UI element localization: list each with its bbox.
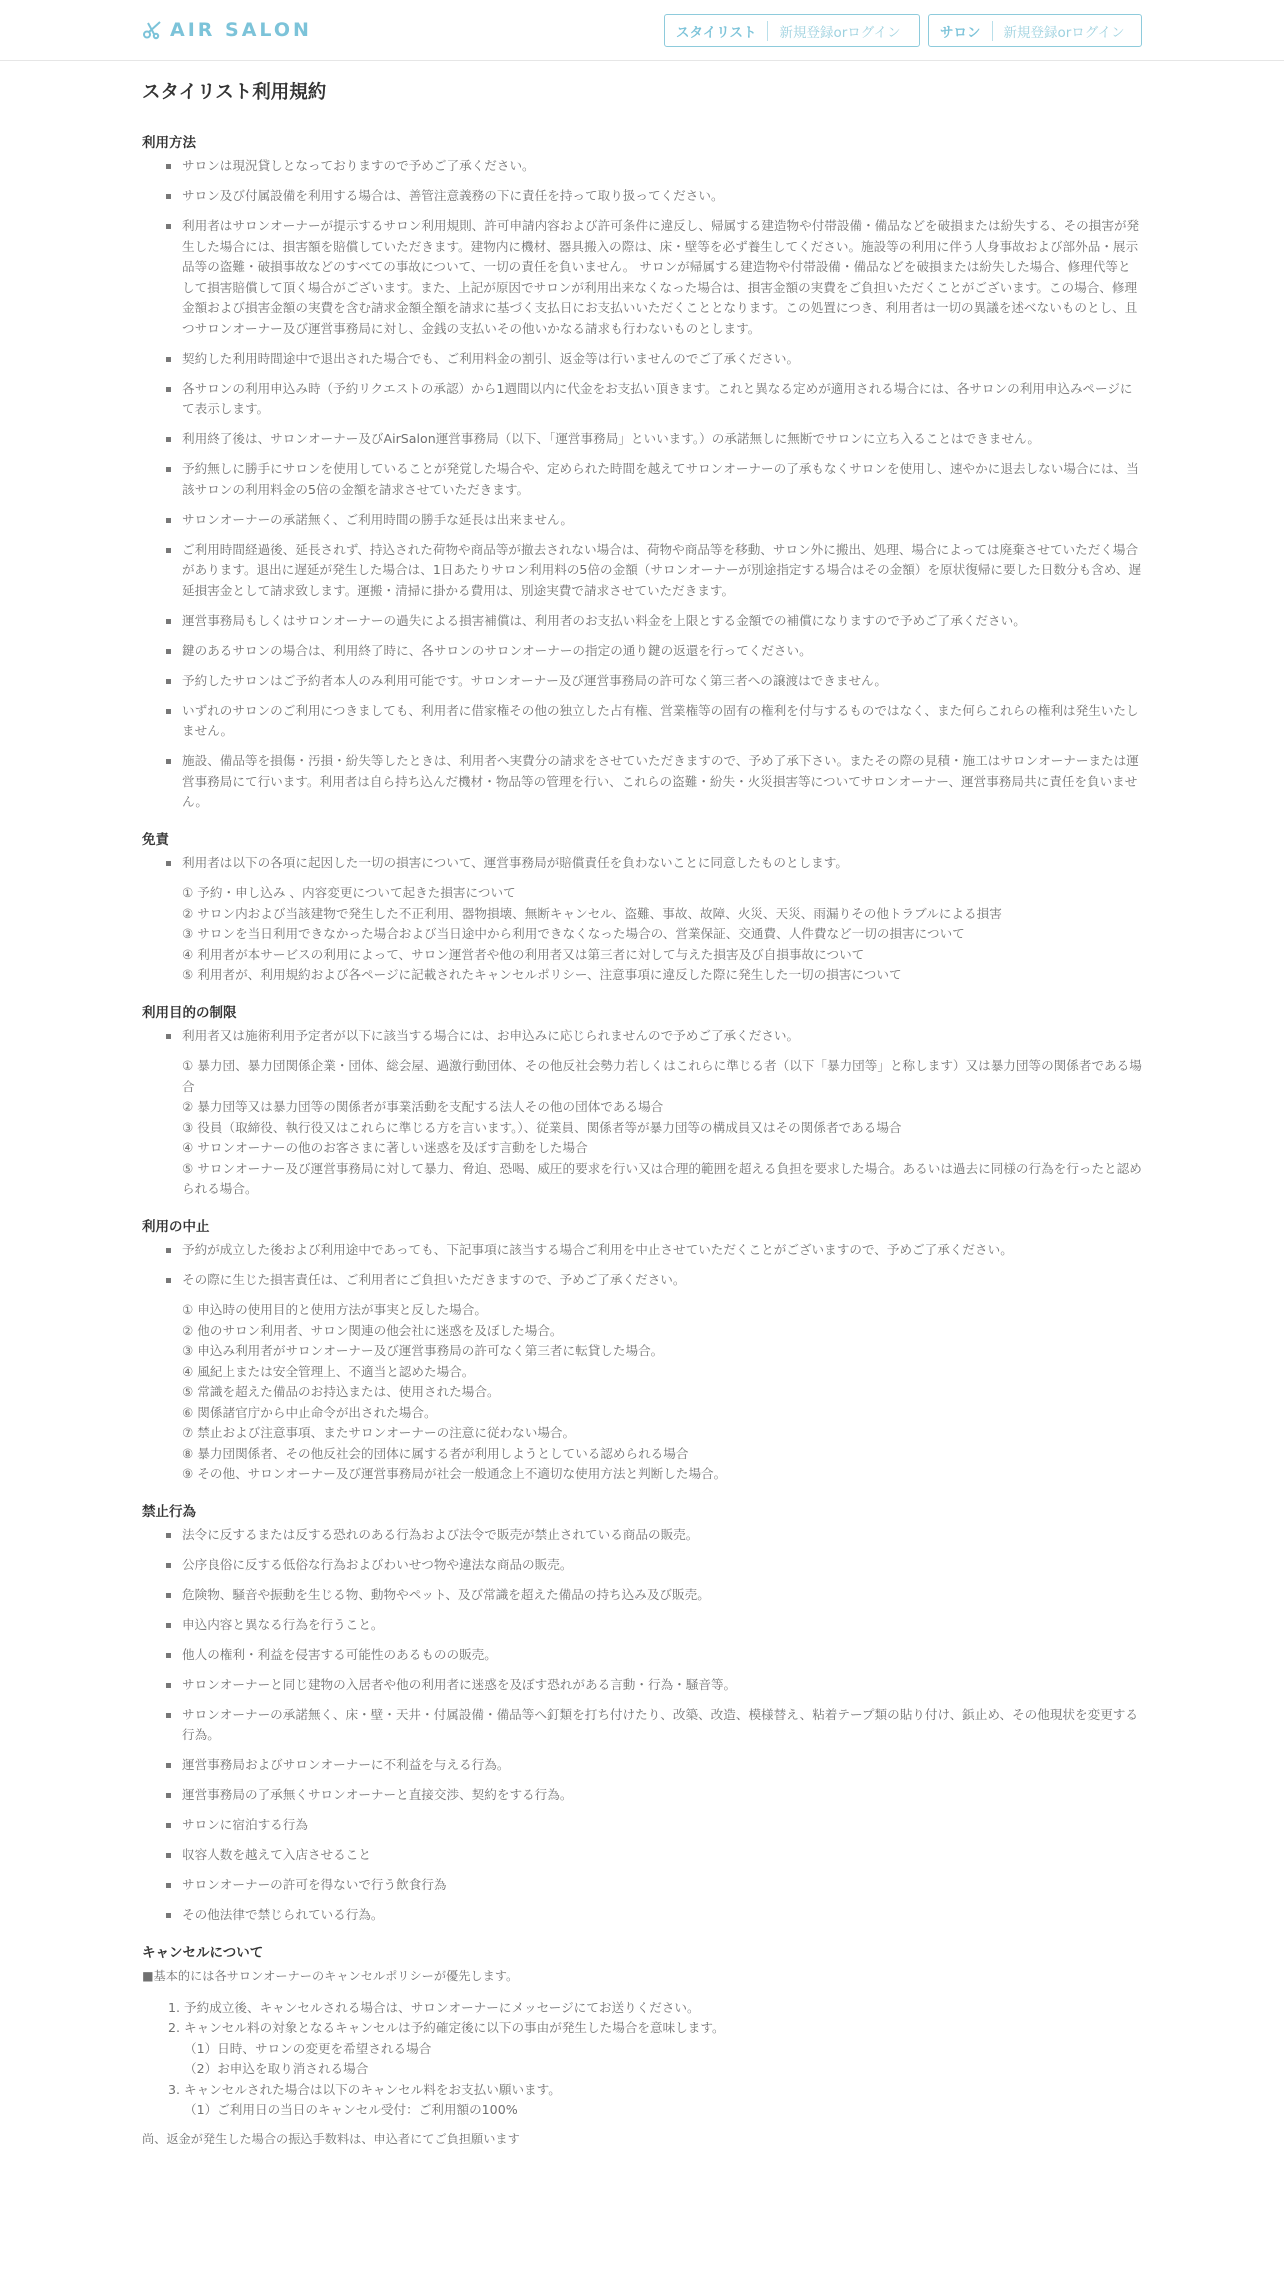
list-item: 2. キャンセル料の対象となるキャンセルは予約確定後に以下の事由が発生した場合を意味します。 bbox=[168, 2020, 725, 2035]
sub-item: ② 他のサロン利用者、サロン関連の他会社に迷惑を及ぼした場合。 bbox=[182, 1322, 563, 1338]
sub-item: （1）日時、サロンの変更を希望される場合 bbox=[184, 2040, 432, 2056]
list-item: 3. キャンセルされた場合は以下のキャンセル料をお支払い願います。 bbox=[168, 2081, 561, 2097]
section-title-restriction: 利用目的の制限 bbox=[142, 1004, 237, 1021]
suspension-sub-list bbox=[142, 1300, 1142, 1485]
list-item: 利用者はサロンオーナーが提示するサロン利用規則、許可申請内容および許可条件に違反し、帰属する建造物や付帯設備・備品などを破損または紛失する、その損害が発生した場合には、損害額を賠償していただきます。建物内に機材、器具搬入の際は、床・壁等を必ず養生してください。施設等の利用に伴う人身事故および部外品・展示品等の盗難・破損事故などのすべての事故について、一切の責任を負いません。 サロンが帰属する建造物や付帯設備・備品などを破損または紛失した場合、修理代等として損害賠償して頂く場合がございます。また、上記が原因でサロンが利用出来なくなった場合は、損害金額の実費をご負担いただくことがございます。この場合、修理金額および損害金額の実費を含む請求金額全額を請求に基づく支払日にお支払いいただくこととなります。この処置につき、利用者は一切の異議を述べないものとし、且つサロンオーナー及び運営事務局に対し、金銭の支払いその他いかなる請求も行わないものとします。 bbox=[142, 216, 1142, 339]
sub-item: ② 暴力団等又は暴力団等の関係者が事業活動を支配する法人その他の団体である場合 bbox=[182, 1099, 664, 1114]
sub-item: ⑤ 利用者が、利用規約および各ページに記載されたキャンセルポリシー、注意事項に違反した際に発生した一切の損害について bbox=[182, 967, 902, 982]
stylist-login-link[interactable]: 新規登録orログイン bbox=[779, 24, 901, 41]
list-item: サロンオーナーと同じ建物の入居者や他の利用者に迷惑を及ぼす恐れがある言動・行為・騒音等。 bbox=[142, 1675, 1142, 1696]
list-item: サロンは現況貸しとなっておりますので予めご了承ください。 bbox=[142, 156, 1142, 177]
sub-item: ⑤ 常識を超えた備品のお持込または、使用された場合。 bbox=[182, 1384, 500, 1399]
sub-item: ④ 風紀上または安全管理上、不適当と認めた場合。 bbox=[182, 1363, 475, 1379]
sub-item: ① 予約・申し込み 、内容変更について起きた損害について bbox=[182, 885, 516, 900]
logo-text: AIR SALON bbox=[170, 19, 312, 41]
list-item: 運営事務局およびサロンオーナーに不利益を与える行為。 bbox=[142, 1755, 1142, 1776]
restriction-list bbox=[142, 1026, 1142, 1047]
list-item: その他法律で禁じられている行為。 bbox=[142, 1905, 1142, 1926]
list-item: 申込内容と異なる行為を行うこと。 bbox=[142, 1615, 1142, 1636]
list-item: 利用終了後は、サロンオーナー及びAirSalon運営事務局（以下、「運営事務局」といいます。）の承諾無しに無断でサロンに立ち入ることはできません。 bbox=[142, 429, 1142, 450]
list-item: いずれのサロンのご利用につきましても、利用者に借家権その他の独立した占有権、営業権等の固有の権利を付与するものではなく、また何らこれらの権利は発生いたしません。 bbox=[142, 701, 1142, 742]
list-item: 施設、備品等を損傷・汚損・紛失等したときは、利用者へ実費分の請求をさせていただきますので、予め了承下さい。またその際の見積・施工はサロンオーナーまたは運営事務局にて行います。利用者は自ら持ち込んだ機材・物品等の管理を行い、これらの盗難・紛失・火災損害等についてサロンオーナー、運営事務局共に責任を負いません。 bbox=[142, 751, 1142, 813]
cancel-footnote: 尚、返金が発生した場合の振込手数料は、申込者にてご負担願います bbox=[142, 2131, 520, 2146]
sub-item: ③ 役員（取締役、執行役又はこれらに準じる方を言います。）、従業員、関係者等が暴力団等の構成員又はその関係者である場合 bbox=[182, 1119, 902, 1135]
sub-item: ⑧ 暴力団関係者、その他反社会的団体に属する者が利用しようとしている認められる場合 bbox=[182, 1445, 689, 1461]
section-title-disclaimer: 免責 bbox=[142, 831, 169, 848]
stylist-label: スタイリスト bbox=[676, 24, 757, 41]
site-header bbox=[0, 0, 1284, 61]
list-item: 公序良俗に反する低俗な行為およびわいせつ物や違法な商品の販売。 bbox=[142, 1555, 1142, 1576]
sub-item: ⑨ その他、サロンオーナー及び運営事務局が社会一般通念上不適切な使用方法と判断した場合。 bbox=[182, 1466, 727, 1481]
list-item: 収容人数を越えて入店させること bbox=[142, 1845, 1142, 1866]
salon-auth-button[interactable] bbox=[928, 14, 1142, 47]
sub-item: ④ サロンオーナーの他のお客さまに著しい迷惑を及ぼす言動をした場合 bbox=[182, 1140, 588, 1155]
list-item: 運営事務局もしくはサロンオーナーの過失による損害補償は、利用者のお支払い料金を上限とする金額での補償になりますので予めご了承ください。 bbox=[142, 611, 1142, 632]
list-item: 1. 予約成立後、キャンセルされる場合は、サロンオーナーにメッセージにてお送りください。 bbox=[168, 1999, 700, 2015]
sub-item: （2）お申込を取り消される場合 bbox=[184, 2061, 369, 2076]
prohibited-list bbox=[142, 1525, 1142, 1926]
sub-item: ② サロン内および当該建物で発生した不正利用、器物損壊、無断キャンセル、盗難、事故、故障、火災、天災、雨漏りその他トラブルによる損害 bbox=[182, 905, 1002, 921]
restriction-sub-list bbox=[142, 1056, 1142, 1200]
salon-label: サロン bbox=[940, 24, 981, 41]
list-item: 鍵のあるサロンの場合は、利用終了時に、各サロンのサロンオーナーの指定の通り鍵の返還を行ってください。 bbox=[142, 641, 1142, 662]
list-item: 予約が成立した後および利用途中であっても、下記事項に該当する場合ご利用を中止させていただくことがございますので、予めご了承ください。 bbox=[142, 1240, 1142, 1261]
suspension-list bbox=[142, 1240, 1142, 1291]
sub-item: ⑥ 関係諸官庁から中止命令が出された場合。 bbox=[182, 1404, 437, 1420]
list-item: 契約した利用時間途中で退出された場合でも、ご利用料金の割引、返金等は行いませんのでご了承ください。 bbox=[142, 349, 1142, 370]
page-title: スタイリスト利用規約 bbox=[142, 82, 327, 103]
list-item: 予約無しに勝手にサロンを使用していることが発覚した場合や、定められた時間を越えてサロンオーナーの了承もなくサロンを使用し、速やかに退去しない場合には、当該サロンの利用料金の5倍の金額を請求させていただきます。 bbox=[142, 459, 1142, 500]
sub-item: ① 暴力団、暴力団関係企業・団体、総会屋、過激行動団体、その他反社会勢力若しくはこれらに準じる者（以下「暴力団等」と称します）又は暴力団等の関係者である場合 bbox=[182, 1058, 1142, 1094]
list-item: サロンに宿泊する行為 bbox=[142, 1815, 1142, 1836]
list-item: 危険物、騒音や振動を生じる物、動物やペット、及び常識を超えた備品の持ち込み及び販売。 bbox=[142, 1585, 1142, 1606]
list-item: 利用者は以下の各項に起因した一切の損害について、運営事務局が賠償責任を負わないことに同意したものとします。 bbox=[142, 853, 1142, 874]
terms-content bbox=[142, 70, 1142, 2149]
sub-item: （1）ご利用日の当日のキャンセル受付：ご利用額の100% bbox=[184, 2102, 518, 2117]
list-item: 他人の権利・利益を侵害する可能性のあるものの販売。 bbox=[142, 1645, 1142, 1666]
section-title-usage: 利用方法 bbox=[142, 135, 196, 151]
section-title-cancel: キャンセルについて bbox=[142, 1944, 264, 1961]
cancel-note: ■基本的には各サロンオーナーのキャンセルポリシーが優先します。 bbox=[142, 1968, 519, 1983]
list-item: 予約したサロンはご予約者本人のみ利用可能です。サロンオーナー及び運営事務局の許可なく第三者への譲渡はできません。 bbox=[142, 671, 1142, 692]
list-item: サロンオーナーの承諾無く、ご利用時間の勝手な延長は出来ません。 bbox=[142, 510, 1142, 531]
stylist-auth-button[interactable] bbox=[664, 14, 920, 47]
cancel-list bbox=[142, 1998, 1142, 2121]
sub-item: ⑤ サロンオーナー及び運営事務局に対して暴力、脅迫、恐喝、威圧的要求を行い又は合理的範囲を超える負担を要求した場合。あるいは過去に同様の行為を行ったと認められる場合。 bbox=[182, 1160, 1142, 1196]
usage-list bbox=[142, 156, 1142, 813]
sub-item: ⑦ 禁止および注意事項、またサロンオーナーの注意に従わない場合。 bbox=[182, 1425, 576, 1440]
section-title-prohibited: 禁止行為 bbox=[142, 1503, 196, 1520]
disclaimer-list bbox=[142, 853, 1142, 874]
list-item: 利用者又は施術利用予定者が以下に該当する場合には、お申込みに応じられませんので予めご了承ください。 bbox=[142, 1026, 1142, 1047]
list-item: 法令に反するまたは反する恐れのある行為および法令で販売が禁止されている商品の販売。 bbox=[142, 1525, 1142, 1546]
sub-item: ③ 申込み利用者がサロンオーナー及び運営事務局の許可なく第三者に転貸した場合。 bbox=[182, 1343, 664, 1358]
sub-item: ③ サロンを当日利用できなかった場合および当日途中から利用できなくなった場合の、営業保証、交通費、人件費など一切の損害について bbox=[182, 926, 965, 941]
list-item: サロンオーナーの承諾無く、床・壁・天井・付属設備・備品等へ釘類を打ち付けたり、改築、改造、模様替え、粘着テープ類の貼り付け、鋲止め、その他現状を変更する行為。 bbox=[142, 1705, 1142, 1746]
list-item: 各サロンの利用申込み時（予約リクエストの承認）から1週間以内に代金をお支払い頂きます。これと異なる定めが適用される場合には、各サロンの利用申込みページにて表示します。 bbox=[142, 379, 1142, 420]
list-item: サロン及び付属設備を利用する場合は、善管注意義務の下に責任を持って取り扱ってください。 bbox=[142, 186, 1142, 207]
section-title-suspension: 利用の中止 bbox=[142, 1218, 210, 1235]
list-item: その際に生じた損害責任は、ご利用者にご負担いただきますので、予めご了承ください。 bbox=[142, 1270, 1142, 1291]
disclaimer-sub-list bbox=[142, 883, 1142, 986]
list-item: ご利用時間経過後、延長されず、持込された荷物や商品等が撤去されない場合は、荷物や商品等を移動、サロン外に搬出、処理、場合によっては廃棄させていただく場合があります。退出に遅延が発生した場合は、1日あたりサロン利用料の5倍の金額（サロンオーナーが別途指定する場合はその金額）を原状復帰に要した日数分も含め、遅延損害金として請求致します。運搬・清掃に掛かる費用は、別途実費で請求させていただきます。 bbox=[142, 540, 1142, 602]
logo[interactable] bbox=[142, 16, 312, 44]
list-item: 運営事務局の了承無くサロンオーナーと直接交渉、契約をする行為。 bbox=[142, 1785, 1142, 1806]
salon-login-link[interactable]: 新規登録orログイン bbox=[1003, 24, 1125, 41]
scissors-icon bbox=[142, 20, 162, 40]
list-item: サロンオーナーの許可を得ないで行う飲食行為 bbox=[142, 1875, 1142, 1896]
sub-item: ① 申込時の使用目的と使用方法が事実と反した場合。 bbox=[182, 1302, 487, 1317]
sub-item: ④ 利用者が本サービスの利用によって、サロン運営者や他の利用者又は第三者に対して与えた損害及び自損事故について bbox=[182, 946, 865, 962]
